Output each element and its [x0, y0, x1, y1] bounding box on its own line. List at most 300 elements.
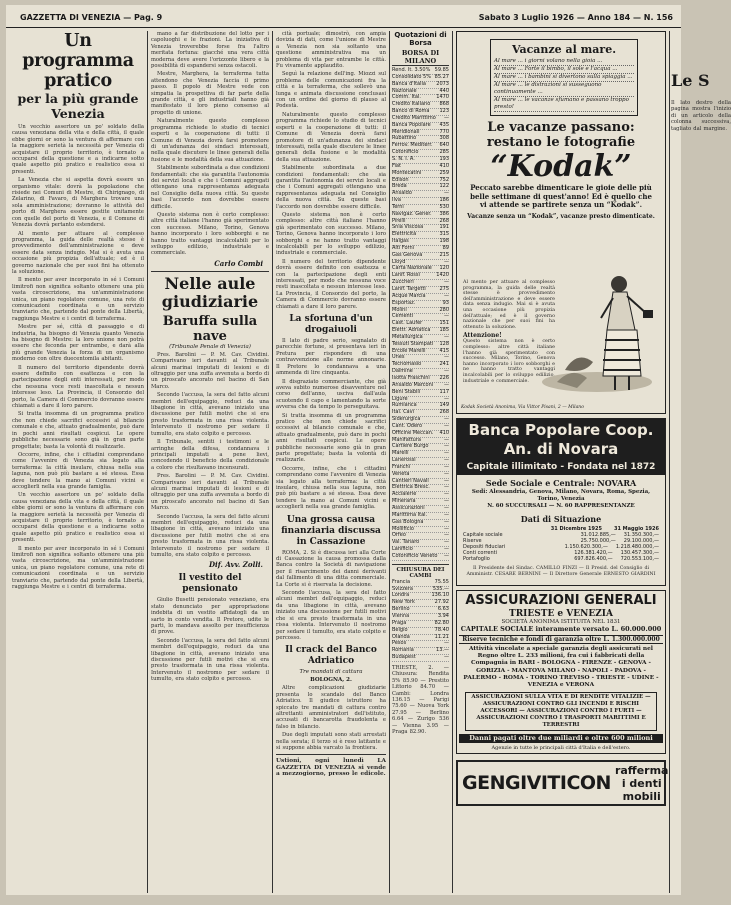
- footer-note: Ustioni, ogni lunedì LA GAZZETTA DI VENEZIA si vende a mezzogiorno, presso le edicole.: [276, 758, 386, 778]
- paragraph: Occorre, infine, che i cittadini comprendano come l'avvenire di Venezia sia legato alla terraferma: la città insulare, chiusa nella sua laguna, non può più bastare a sé stessa. Essa deve tendere la mano ai Comuni vicini e accoglierli nella sua grande famiglia.: [12, 451, 144, 490]
- paragraph: Un vecchio assertore un po' soldato della causa veneziana della vita e della città, il quale ebbe giorni or sono la ventura di affermare con la maggiore serietà la necessità per Venezia di acquistare il proprio territorio, è tornato a occuparsi della questione e a indicarne sotto quale aspetto più pratico e realistico essa si presenti.: [12, 492, 144, 544]
- banca-succursali: N. 60 SUCCURSALI — N. 60 RAPPRESENTANZE: [487, 503, 635, 509]
- quote-value: 78.40: [434, 626, 449, 633]
- quote-name: Mineraria: [392, 498, 416, 505]
- quote-name: Meridionali: [392, 128, 420, 135]
- quote-value: —: [444, 279, 449, 286]
- quote-value: 85.27: [434, 73, 449, 80]
- quote-value: 149: [439, 402, 449, 409]
- paragraph: Pres. Barolini — P. M. Cav. Cividini. Comparivano ieri davanti al Tribunale alcuni marinai imputati di lesioni e di oltraggio per una zuffa avvenuta a bordo di un piroscafo ancorato nel bacino di San Marco.: [151, 351, 269, 390]
- quote-value: —: [444, 484, 449, 491]
- column-rule: [272, 31, 273, 893]
- quote-name: Acciaierie: [392, 491, 417, 498]
- vacanze-title: Vacanze al mare.: [511, 43, 617, 56]
- quote-name: Fiat: [392, 162, 401, 169]
- quote-name: Cant. Odero: [392, 422, 423, 429]
- banca-row-value: 697.826.400,—: [574, 556, 613, 562]
- section-title: Nelle aule giudiziarie: [161, 273, 259, 311]
- story-title: La sfortuna d'un drogaiuoli: [289, 314, 373, 336]
- paragraph: La Venezia che si aspetta dovrà essere un organismo vitale: dovrà la popolazione che risiede nei Comuni di Mestre, di Chirignago, di Zelarino, di Favaro, di Marghera trovare una sola amministrazione; dovranno le attività del porto di Marghera essere gestite unitamente con quelle del porto di Venezia, e il Comune di Venezia dovrà pertanto estendersi.: [12, 177, 144, 229]
- quote-name: Vienna: [392, 612, 410, 619]
- quote-name: Cementi: [392, 313, 414, 320]
- paragraph: Questo sistema non è certo complesso: altre città italiane l'hanno già sperimentato con successo. Milano, Torino, Genova hanno incorporato i loro sobborghi e ne hanno tratto vantaggi incalcolabili per lo sviluppo edilizio, industriale e commerciale.: [151, 211, 269, 257]
- quote-value: 770: [439, 128, 449, 135]
- quote-name: Londra: [392, 592, 410, 599]
- paragraph: Stabilmente subordinata a due condizioni fondamentali: che sia garantita l'autonomia dei servizi locali e che i Comuni aggregati ottengano una rappresentanza adeguata nel Consiglio della nuova città. Su queste basi l'accordo non dovrebbe essere difficile.: [276, 165, 386, 210]
- vacanze-line: Al mare ... le distrazioni si susseguono continuamente ...: [494, 82, 634, 97]
- quote-value: —: [444, 436, 449, 443]
- paragraph: Pres. Barolini — P. M. Cav. Cividini. Comparivano ieri davanti al Tribunale alcuni marinai imputati di lesioni e di oltraggio per una zuffa avvenuta a bordo di un piroscafo ancorato nel bacino di San Marco.: [151, 473, 269, 512]
- quote-value: 128: [439, 340, 449, 347]
- quote-name: Lanerossi: [392, 457, 416, 464]
- paragraph: Giulio Busetti pensionato veneziano, era stato denunciato per appropriazione indebita di un vestito affidatogli da un sarto in conto vendita. Il Pretore, udite le parti, lo mandava assolto per insufficienza di prove.: [151, 597, 269, 636]
- quote-value: 1470: [436, 94, 449, 101]
- banca-date: 31 Maggio 1926: [613, 526, 659, 532]
- quote-value: 530: [439, 203, 449, 210]
- quote-value: —: [444, 470, 449, 477]
- quote-value: 308: [439, 135, 449, 142]
- cutoff-column: [671, 31, 731, 891]
- generali-subtitle: TRIESTE e VENEZIA: [509, 609, 613, 619]
- quote-name: Dalmine: [392, 368, 413, 375]
- gengiviticon-tagline: rafferma i denti mobili: [614, 763, 669, 803]
- quote-name: Budapest: [392, 654, 416, 661]
- quote-name: Metallurgica: [392, 333, 423, 340]
- quote-value: 435: [439, 121, 449, 128]
- quote-name: S. N. I. A.: [392, 155, 415, 162]
- story-title: Baruffa sulla nave: [162, 313, 258, 344]
- quote-name: Siderurgica: [392, 416, 421, 423]
- banca-title: Banca Popolare Coop. An. di Novara: [457, 419, 665, 461]
- quote-value: 275: [439, 286, 449, 292]
- banca-row-label: Conti correnti: [463, 550, 497, 556]
- quote-name: Praga: [392, 619, 407, 626]
- column-quotations: [392, 31, 449, 891]
- quote-value: 11.21: [434, 633, 449, 640]
- quote-value: 410: [439, 429, 449, 436]
- quote-value: 123: [439, 108, 449, 115]
- paragraph: Il disgraziato commerciante, che già aveva subito numerose disavventure nel corso dell'anno, usciva dall'aula scuotendo il capo e lamentando la sorte avversa che da tempo lo perseguitava.: [276, 378, 386, 411]
- quote-value: 151: [439, 320, 449, 327]
- banca-row-value: 29.100.000,—: [623, 538, 659, 544]
- quote-value: 59.85: [434, 67, 449, 73]
- column-1: [12, 31, 144, 891]
- quote-value: 120: [439, 265, 449, 272]
- quote-value: —: [444, 477, 449, 484]
- divider: [276, 754, 386, 755]
- quote-value: —: [444, 546, 449, 553]
- banca-novara-ad: [456, 418, 666, 586]
- quote-name: Cotonificio: [392, 149, 419, 156]
- paragraph: Secondo l'accusa, la sera del fatto alcuni membri dell'equipaggio, reduci da una libagione in città, avevano iniziato una discussione per futili motivi che si era presto trasformata in una rissa violenta. Intervenuto il nostromo per sedare il tumulto, era stato colpito e percosso.: [276, 590, 386, 641]
- quote-value: —: [444, 292, 449, 299]
- quote-value: —: [444, 354, 449, 361]
- generali-products: ASSICURAZIONI SULLA VITA E DI RENDITE VITALIZIE — ASSICURAZIONI CONTRO GLI INCENDI E RISCHI ACCESSORI — ASSICURAZIONI CONTRO I FURTI — ASSICURAZIONI CONTRO I TRASPORTI MARITTIMI E TERRESTRI: [465, 692, 657, 731]
- paragraph: Stabilmente subordinata a due condizioni fondamentali: che sia garantita l'autonomia dei servizi locali e che i Comuni aggregati ottengano una rappresentanza adeguata nel Consiglio della nuova città. Su queste basi l'accordo non dovrebbe essere difficile.: [151, 165, 269, 210]
- quote-name: Breda: [392, 183, 407, 190]
- story-dateline: BOLOGNA, 2.: [310, 677, 352, 684]
- quote-value: —: [444, 539, 449, 546]
- kodak-attention-text: Questo sistema non è certo complesso: altre città italiane l'hanno già sperimentato con successo. Milano, Torino, Genova hanno incorporato i loro sobborghi e ne hanno tratto vantaggi incalcolabili per lo sviluppo edilizio, industriale e commerciale.: [463, 339, 555, 384]
- generali-ad: [456, 590, 666, 754]
- cambi-row: [392, 655, 449, 662]
- generali-footer: Agenzie in tutte le principali città d'Italia e dell'estero.: [491, 745, 631, 752]
- quote-value: 6.63: [437, 606, 449, 613]
- quote-value: —: [444, 422, 449, 429]
- quote-name: Lloyd: [392, 258, 406, 265]
- quote-name: Credito Italiano: [392, 101, 431, 108]
- banca-row-value: 1.218.480.000,—: [615, 544, 659, 550]
- quote-name: Rumianca: [392, 402, 417, 409]
- paragraph: Il Tribunale, sentiti i testimoni e le arringhe della difesa, condannava i principali imputati a pene lievi, concedendo il beneficio della condizionale a coloro che risultavano incensurati.: [151, 439, 269, 471]
- quote-name: Ercole Marelli: [392, 347, 426, 354]
- quote-value: 285: [439, 149, 449, 156]
- quote-value: —: [444, 491, 449, 498]
- story-body: [151, 352, 269, 559]
- banca-situazione: Dati di Situazione: [520, 514, 602, 524]
- banca-row-value: 1.150.620.300,—: [564, 544, 608, 550]
- header-left: GAZZETTA DI VENEZIA — Pag. 9: [20, 13, 163, 22]
- quote-value: —: [444, 368, 449, 375]
- story-body: [276, 338, 386, 511]
- quote-value: —: [444, 381, 449, 388]
- quote-value: —: [444, 258, 449, 265]
- quote-value: 268: [439, 217, 449, 224]
- quote-name: Banca Popolare: [392, 121, 431, 128]
- quote-value: 1420: [436, 272, 449, 279]
- quote-value: 75.55: [434, 578, 449, 585]
- story-body: [151, 597, 269, 682]
- story-title: Il vestito del pensionato: [178, 573, 242, 595]
- paragraph: Si tratta insomma di un programma pratico che non chiede sacrifici eccessivi al bilancio comunale e che, attuato gradualmente, può dare in pochi anni risultati cospicui. Le opere pubbliche necessarie sono già in gran parte progettate; basta la volontà di realizzarle.: [12, 411, 144, 450]
- quote-value: 13.—: [436, 647, 449, 654]
- quotations-list: [392, 68, 449, 561]
- story-subtitle: (Tribunale Penale di Venezia): [169, 343, 251, 350]
- quote-value: 186: [439, 197, 449, 204]
- story-title: Una grossa causa finanziaria discussa in Cassazione: [281, 514, 381, 547]
- paragraph: cità portuale; dimostrò, con ampia dovizia di dati, come l'unione di Mestre a Venezia non sia soltanto una questione amministrativa ma un problema di vita per entrambe le città. Fu vivamente applaudito.: [276, 31, 386, 70]
- banca-date: 31 Dicembre 1925: [550, 526, 602, 532]
- quote-name: Rubattino: [392, 135, 417, 142]
- quote-value: 410: [439, 162, 449, 169]
- quote-value: 226: [439, 374, 449, 381]
- page-header: [6, 5, 681, 28]
- paragraph: ROMA, 2. Si è discussa ieri alla Corte di Cassazione la causa promossa dalla Banca contro la Società di navigazione per il risarcimento dei danni derivanti dal fallimento di una ditta commerciale. La Corte si è riservata la decisione.: [276, 549, 386, 588]
- quote-name: Terni: [392, 203, 404, 210]
- kodak-attention: Attenzione!: [463, 332, 502, 340]
- quote-name: Snia Viscosa: [392, 224, 424, 231]
- quote-name: Isotta Fraschini: [392, 374, 430, 381]
- quote-name: Banca d'Italia: [392, 80, 426, 87]
- quote-value: 185: [439, 327, 449, 334]
- banca-row-value: 31.012.885,—: [580, 532, 616, 538]
- paragraph: Un vecchio assertore un po' soldato della causa veneziana della vita e della città, il quale ebbe giorni or sono la ventura di affermare con la maggiore serietà la necessità per Venezia di acquistare il proprio territorio, è tornato a occuparsi della questione e a indicarne sotto quale aspetto più pratico e realistico essa si presenti.: [12, 124, 144, 175]
- quote-value: —: [444, 313, 449, 320]
- quote-value: 640: [439, 142, 449, 149]
- quote-value: —: [444, 395, 449, 402]
- quote-value: 315: [439, 231, 449, 238]
- quotation-row: [392, 554, 449, 561]
- generali-paid: Danni pagati oltre due miliardi e oltre 600 milioni: [459, 734, 663, 743]
- quote-name: Mollificio: [392, 525, 414, 532]
- generali-founded: SOCIETÀ ANONIMA ISTITUITA NEL 1831: [501, 619, 621, 625]
- quote-name: Gas Bologna: [392, 518, 424, 525]
- banca-row-label: Depositi fiduciari: [463, 544, 506, 550]
- generali-title: ASSICURAZIONI GENERALI: [465, 593, 657, 608]
- banca-row-value: 126.381.420,—: [574, 550, 613, 556]
- kodak-ad: [456, 31, 666, 414]
- paragraph: Il numero del territorio dipendente dovrà essere definito con esattezza e con la partecipazione degli enti interessati, per modo che nessuna voce resti inascoltata e nessun interesse leso. La Provincia, il Consorzio del porto, la Camera di Commercio dovranno essere chiamati a dare il loro parere.: [12, 364, 144, 410]
- paragraph: Il mento per aver incorporato in sé i Comuni limitrofi non significa soltanto ottenere una più vasta circoscrizione, ma un'amministrazione unica, un piano regolatore comune, una rete di comunicazioni coordinata e un servizio tranviario che, partendo dal ponte della Libertà, raggiunga Mestre e i centri di terraferma.: [12, 277, 144, 322]
- story-body: [276, 685, 386, 751]
- paragraph: Secondo l'accusa, la sera del fatto alcuni membri dell'equipaggio, reduci da una libagione in città, avevano iniziato una discussione per futili motivi che si era presto trasformata in una rissa violenta. Intervenuto il nostromo per sedare il tumulto, era stato colpito e percosso.: [151, 513, 269, 558]
- quote-name: Alti Forni: [392, 244, 415, 251]
- quote-name: Val. Tanaro: [392, 539, 420, 546]
- banca-subtitle: Capitale illimitato - Fondata nel 1872: [457, 461, 665, 475]
- paragraph: Il lato di padre serio, segnalato di parecchie fortune, si presentava ieri in Pretura per rispondere di una contravvenzione alle norme annonarie. Il Pretore lo condannava a una ammenda di lire cinquanta.: [276, 338, 386, 377]
- quote-name: Lanificio: [392, 546, 413, 553]
- quote-value: 122: [439, 183, 449, 190]
- quote-name: Cartiere Burgo: [392, 443, 429, 450]
- quote-name: Esportaz.: [392, 299, 416, 306]
- banca-signatures: Il Presidente del Sindac. CAMILLO FINZI — Il Presid. del Consiglio di Amministr. CESARE BERNINI — Il Direttore Generale ERNESTO GIARDINI: [466, 566, 656, 577]
- article-body: [12, 124, 144, 590]
- quote-value: 535.—: [432, 585, 449, 592]
- column-3: [276, 31, 386, 891]
- quote-value: 93: [442, 299, 449, 306]
- kodak-footer: Kodak Società Anonima, Via Vittor Pisani, 2 — Milano: [461, 405, 584, 410]
- quote-name: Francia: [392, 578, 411, 585]
- paragraph: Secondo l'accusa, la sera del fatto alcuni membri dell'equipaggio, reduci da una libagione in città, avevano iniziato una discussione per futili motivi che si era presto trasformata in una rissa violenta. Intervenuto il nostromo per sedare il tumulto, era stato colpito e percosso.: [151, 392, 269, 437]
- paragraph: Il mento per aver incorporato in sé i Comuni limitrofi non significa soltanto ottenere una più vasta circoscrizione, ma un'amministrazione unica, un piano regolatore comune, una rete di comunicazioni coordinata e un servizio tranviario che, partendo dal ponte della Libertà, raggiunga Mestre e i centri di terraferma.: [12, 545, 144, 591]
- quote-name: Zuccheri: [392, 279, 414, 286]
- banca-row-label: Portafoglio: [463, 556, 490, 562]
- quote-value: —: [444, 333, 449, 340]
- quote-value: 868: [439, 101, 449, 108]
- quote-value: 386: [439, 210, 449, 217]
- divider: [151, 271, 269, 272]
- paragraph: Secondo l'accusa, la sera del fatto alcuni membri dell'equipaggio, reduci da una libagione in città, avevano iniziato una discussione per futili motivi che si era presto trasformata in una rissa violenta. Intervenuto il nostromo per sedare il tumulto, era stato colpito e percosso.: [151, 637, 269, 683]
- story-body: [276, 550, 386, 642]
- quote-name: Unes: [392, 354, 405, 361]
- quote-value: —: [444, 443, 449, 450]
- paragraph: Si tratta insomma di un programma pratico che non chiede sacrifici eccessivi al bilancio comunale e che, attuato gradualmente, può dare in pochi anni risultati cospicui. Le opere pubbliche necessarie sono già in gran parte progettate; basta la volontà di realizzarle.: [276, 412, 386, 464]
- cambi-title: CHIUSURA DEI CAMBI: [392, 564, 449, 579]
- quote-value: 27.92: [434, 599, 449, 606]
- paragraph: Naturalmente questo complesso programma richiede lo studio di tecnici esperti e la cooperazione di tutti: il Comune di Venezia dovrà farsi promotore di un'adunanza dei sindaci interessati, nella quale discutere le linee generali della fusione e le modalità della sua attuazione.: [276, 111, 386, 163]
- cutoff-title: Le S: [671, 71, 710, 90]
- quote-name: Pesos: [392, 640, 407, 647]
- quote-name: Lanif. Targetti: [392, 286, 426, 292]
- banca-row-label: Capitale sociale: [463, 532, 503, 538]
- banca-sedi: Sedi: Alessandria, Genova, Milano, Novara, Roma, Spezia, Torino, Venezia: [471, 489, 651, 502]
- quote-value: 259: [439, 169, 449, 176]
- quote-value: 193: [439, 155, 449, 162]
- quote-name: Ferrov. Mediterr.: [392, 142, 433, 149]
- kodak-promo: [463, 280, 555, 384]
- quote-name: Elettr. Adriatica: [392, 327, 431, 334]
- article-signature: Carlo Combi: [214, 258, 263, 268]
- quote-name: Montecatini: [392, 169, 422, 176]
- quote-name: Molini: [392, 306, 407, 313]
- kodak-slogan: Vacanze senza un “Kodak”, vacanze presto dimenticate.: [467, 212, 655, 220]
- banca-row: [463, 556, 659, 562]
- beach-woman-illustration: [557, 270, 661, 395]
- banca-row-value: 130.457.300,—: [620, 550, 659, 556]
- column-rule: [389, 31, 390, 893]
- quote-name: Berlino: [392, 606, 410, 613]
- quote-name: Beni Stabili: [392, 388, 421, 395]
- quote-name: Orfeo: [392, 532, 406, 539]
- paragraph: Mestre per sé, città di passaggio e di industria, ha bisogno di Venezia quanto Venezia ha bisogno di Mestre: la loro unione non potrà essere che feconda per entrambe, e darà alla più grande Venezia la forza di un organismo moderno con oltre duecentomila abitanti.: [12, 324, 144, 363]
- quote-value: 280: [439, 306, 449, 313]
- banca-row-value: 25.750.000,—: [580, 538, 616, 544]
- cutoff-text: Il lato destro della pagina mostra l'inizio di un articolo della colonna successiva, tagliato dal margine.: [671, 100, 731, 132]
- gengiviticon-ad: [456, 760, 669, 806]
- quote-name: Navigaz. Gener.: [392, 210, 432, 217]
- quote-name: Edison: [392, 176, 409, 183]
- quote-value: 198: [439, 238, 449, 245]
- quote-name: Elettricità: [392, 231, 417, 238]
- paragraph: Altre complicazioni giudiziarie presenta lo scandalo del Banco Adriatico. Il giudice istruttore ha spiccato tre mandati di cattura contro altrettanti amministratori dell'istituto, accusati di bancarotta fraudolenta e falso in bilancio.: [276, 685, 386, 730]
- quote-value: 136.10: [431, 592, 449, 599]
- quote-name: Carta Nazionale: [392, 265, 432, 272]
- quote-name: Pirelli: [392, 217, 406, 224]
- article-body: [276, 31, 386, 310]
- quote-name: Italgas: [392, 238, 409, 245]
- banca-row-value: 31.350.300,—: [623, 532, 659, 538]
- quote-name: Franchi: [392, 463, 411, 470]
- vacanze-box: [490, 39, 638, 116]
- kodak-headline: Le vacanze passano: restano le fotografie: [486, 120, 636, 150]
- quote-name: Tecnomasio: [392, 361, 422, 368]
- paragraph: Occorre, infine, che i cittadini comprendano come l'avvenire di Venezia sia legato alla terraferma: la città insulare, chiusa nella sua laguna, non può più bastare a sé stessa. Essa deve tendere la mano ai Comuni vicini e accoglierli nella sua grande famiglia.: [276, 465, 386, 511]
- quote-value: 415: [439, 347, 449, 354]
- paragraph: Il numero del territorio dipendente dovrà essere definito con esattezza e con la partecipazione degli enti interessati, per modo che nessuna voce resti inascoltata e nessun interesse leso. La Provincia, il Consorzio del porto, la Camera di Commercio dovranno essere chiamati a dare il loro parere.: [276, 258, 386, 310]
- quote-name: Rend. It. 3.50%: [392, 67, 431, 73]
- article-title: Un programma pratico: [22, 31, 134, 91]
- paragraph: mano a far distribuzione del lotto per i capoluoghi e le frazioni. La iniziativa di Venezia troverebbe forse fra l'altro meritata fortuna: giacché una vera città moderna deve avere l'orizzonte libero e la possibilità di espandersi senza ostacoli.: [151, 31, 269, 70]
- quote-value: —: [444, 518, 449, 525]
- quote-value: 752: [439, 176, 449, 183]
- quote-name: Lanif. Rossi: [392, 272, 420, 279]
- paragraph: Al mento per attuare al complesso programma, la guida delle realtà stesse è provvedimento dell'amministrazione e deve essere data senza indugio. Mai si è avuta una occasione più propizia dell'attuale; ed è il governo nazionale che per suoi fini ha ottenuto la soluzione.: [12, 230, 144, 275]
- quote-name: Ital. Cavi: [392, 409, 414, 416]
- quote-name: Credito Marittimo: [392, 114, 436, 121]
- quote-value: —: [444, 640, 449, 647]
- vacanze-line: Al mare ... i giorni volano nella gioia ...: [494, 58, 634, 66]
- quote-value: 215: [439, 251, 449, 258]
- quote-name: Nazionale: [392, 87, 417, 94]
- banca-row-value: 720.553.100,—: [620, 556, 659, 562]
- quote-name: Acque Marcia: [392, 292, 426, 299]
- generali-text: Attività vincolate a speciale garanzia degli assicurati nel Regno oltre L. 233 milioni, fra cui i fabbricati della Compagnia in BARI - BOLOGNA - FIRENZE - GENOVA - GORIZIA - MANTOVA MILANO - NAPOLI - PADOVA - PALERMO - ROMA - TORINO TREVISO - TRIESTE - UDINE - VENEZIA e VERONA: [463, 646, 659, 689]
- quote-name: Gas Genova: [392, 251, 423, 258]
- quote-value: —: [444, 525, 449, 532]
- generali-reserves: Riserve tecniche e fondi di garanzia oltre L. 1.300.000.000: [459, 635, 663, 644]
- quote-value: 440: [439, 87, 449, 94]
- banca-row-label: Riserve: [463, 538, 482, 544]
- quote-name: Tessuti Stampati: [392, 340, 434, 347]
- column-2: [151, 31, 269, 891]
- column-rule: [669, 31, 670, 893]
- quote-value: 3.94: [437, 612, 449, 619]
- quote-name: Svizzera: [392, 585, 413, 592]
- quote-name: Elettrica Bresc.: [392, 484, 430, 491]
- quote-value: —: [444, 190, 449, 197]
- quote-value: 191: [439, 224, 449, 231]
- quote-value: 241: [439, 361, 449, 368]
- quote-name: Cantieri Navali: [392, 477, 429, 484]
- kodak-brand: “Kodak”: [490, 149, 632, 184]
- kodak-text: Peccato sarebbe dimenticare le gioie delle più belle settimane di quest'anno! Ed è quello che vi attende se partirete senza un “Kodak”.: [470, 183, 652, 209]
- quote-name: Banco di Roma: [392, 108, 430, 115]
- quote-value: 117: [439, 388, 449, 395]
- quote-value: 268: [439, 409, 449, 416]
- quote-value: —: [444, 114, 449, 121]
- story-signature: Dif. Avv. Zolli.: [208, 560, 263, 570]
- column-rule: [452, 31, 453, 893]
- paragraph: Due degli imputati sono stati arrestati nella serata; il terzo si è reso latitante e si suppone abbia varcato la frontiera.: [276, 732, 386, 751]
- quote-value: —: [444, 498, 449, 505]
- quote-value: —: [444, 552, 449, 559]
- quote-name: Ilva: [392, 197, 401, 204]
- story-subtitle: Tre mandati di cattura: [299, 669, 363, 676]
- quotations-title: Quotazioni di Borsa: [394, 31, 447, 47]
- quote-value: —: [444, 505, 449, 511]
- quote-value: —: [444, 450, 449, 457]
- column-ads: [456, 31, 669, 891]
- banca-sede: Sede Sociale e Centrale: NOVARA: [485, 478, 637, 488]
- generali-capital: CAPITALE SOCIALE interamente versato L. 60.000.000: [460, 625, 662, 633]
- quote-name: Olanda: [392, 633, 410, 640]
- paragraph: Mestre, Marghera, la terraferma tutta attendono che Venezia faccia il primo passo. Il popolo di Mestre vede con simpatia la prospettiva di far parte della grande città, e gli industriali hanno già manifestato il loro pieno consenso al progetto di unione.: [151, 71, 269, 116]
- quote-value: —: [444, 457, 449, 464]
- quote-name: Consolidato 5%: [392, 73, 431, 80]
- quotations-subtitle: BORSA DI MILANO: [392, 49, 449, 66]
- quote-name: Romania: [392, 647, 414, 654]
- quote-name: Officine Meccan.: [392, 429, 434, 436]
- quote-name: Marittima Ital.: [392, 511, 428, 518]
- quote-name: Veneta: [392, 470, 410, 477]
- quote-name: Cotonificio Veneto: [392, 552, 438, 559]
- trieste-quotes: TRIESTE, 2. — Chiusura: Rendita 5% 85.90 — Prestito Littorio 84.70 — Cambi: Londra 136.15 — Parigi 75.60 — Nuova York 27.95 — Berlino 6.64 — Zurigo 536 — Vienna 3.95 — Praga 82.90.: [392, 664, 449, 735]
- header-right: Sabato 3 Luglio 1926 — Anno 184 — N. 156: [478, 13, 673, 22]
- quote-name: New York: [392, 599, 415, 606]
- newspaper-page: [6, 5, 731, 895]
- kodak-promo-text: Al mento per attuare al complesso programma, la guida delle realtà stesse è provvedimento dell'amministrazione e deve essere data senza indugio. Mai si è avuta una occasione più propizia dell'attuale; ed è il governo nazionale che per suoi fini ha ottenuto la soluzione.: [463, 280, 555, 330]
- paragraph: Questo sistema non è certo complesso: altre città italiane l'hanno già sperimentato con successo. Milano, Torino, Genova hanno incorporato i loro sobborghi e ne hanno tratto vantaggi incalcolabili per lo sviluppo edilizio, industriale e commerciale.: [276, 211, 386, 257]
- quote-name: Ansaldo Marconi: [392, 381, 434, 388]
- quote-name: Ligure: [392, 395, 408, 402]
- banca-table: [463, 532, 659, 562]
- quote-value: —: [444, 654, 449, 661]
- quote-value: —: [444, 463, 449, 470]
- quote-name: Ansaldo: [392, 190, 412, 197]
- quote-name: Assicurazioni: [392, 505, 425, 511]
- column-rule: [147, 31, 148, 893]
- story-title: Il crack del Banco Adriatico: [285, 645, 377, 667]
- quote-value: 82.80: [434, 619, 449, 626]
- article-subtitle: per la più grande Venezia: [17, 91, 139, 121]
- article-body-continued: [151, 31, 269, 257]
- quote-value: 89: [442, 244, 449, 251]
- gengiviticon-brand: GENGIVITICON: [462, 772, 611, 794]
- paragraph: Naturalmente questo complesso programma richiede lo studio di tecnici esperti e la cooperazione di tutti: il Comune di Venezia dovrà farsi promotore di un'adunanza dei sindaci interessati, nella quale discutere le linee generali della fusione e le modalità della sua attuazione.: [151, 118, 269, 163]
- paragraph: Seguì la relazione dell'ing. Miozzi sul problema delle comunicazioni fra la città e la terraferma, che sollevò una lunga e animata discussione conclusasi con un ordine del giorno di plauso al Podestà.: [276, 71, 386, 110]
- quote-name: Cast. Laufer: [392, 320, 423, 327]
- quote-value: 2073: [436, 80, 449, 87]
